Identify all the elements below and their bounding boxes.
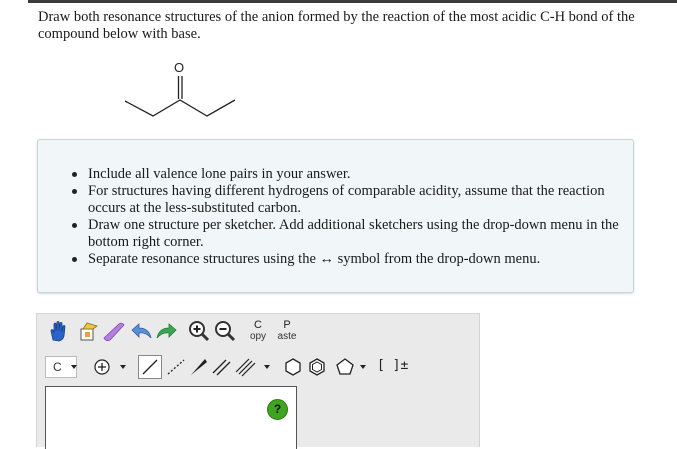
instruction-item: Include all valence lone pairs in your answer. [88,166,626,183]
triple-bond-icon[interactable] [234,357,258,377]
chevron-down-icon[interactable] [119,363,127,371]
bracket-button[interactable]: [ ]± [377,358,409,373]
double-bond-icon[interactable] [211,357,233,377]
benzene-icon[interactable] [307,357,327,377]
cyclohexane-icon[interactable] [283,357,303,377]
instructions-box [37,139,634,293]
cyclopentane-icon[interactable] [335,357,355,377]
atom-selector[interactable]: C [45,356,77,378]
wedge-bond-icon[interactable] [189,357,209,377]
charge-plus-icon[interactable] [93,358,111,376]
chevron-down-icon[interactable] [70,363,78,371]
zoom-out-icon[interactable] [213,319,237,343]
help-button[interactable]: ? [267,399,288,420]
redo-icon[interactable] [155,320,179,342]
chevron-down-icon[interactable] [263,363,271,371]
instruction-item: Draw one structure per sketcher. Add additional sketchers using the drop-down menu in the bottom right corner. [88,217,626,251]
instruction-item: Separate resonance structures using the ↔ symbol from the drop-down menu. [88,251,626,268]
lasso-icon[interactable] [101,320,127,342]
oxygen-label: O [174,60,185,75]
instructions-list [88,166,626,268]
chevron-down-icon[interactable] [359,363,367,371]
eraser-icon[interactable] [79,320,99,342]
zoom-in-icon[interactable] [187,319,211,343]
paste-button[interactable]: P aste [277,319,297,342]
undo-icon[interactable] [129,320,153,342]
compound-structure [120,58,245,120]
copy-button[interactable]: C opy [249,319,267,342]
top-border [28,0,677,3]
single-bond-icon[interactable] [138,355,162,379]
hand-icon[interactable] [47,320,69,342]
dashed-bond-icon[interactable] [166,357,186,377]
instruction-item: For structures having different hydrogens of comparable acidity, assume that the reaction occurs at the less-substituted carbon. [88,183,626,217]
sketcher-panel [36,313,480,447]
drawing-canvas[interactable] [45,386,297,449]
question-text: Draw both resonance structures of the anion formed by the reaction of the most acidic C-H bond of the compound below with base. [38,9,635,42]
